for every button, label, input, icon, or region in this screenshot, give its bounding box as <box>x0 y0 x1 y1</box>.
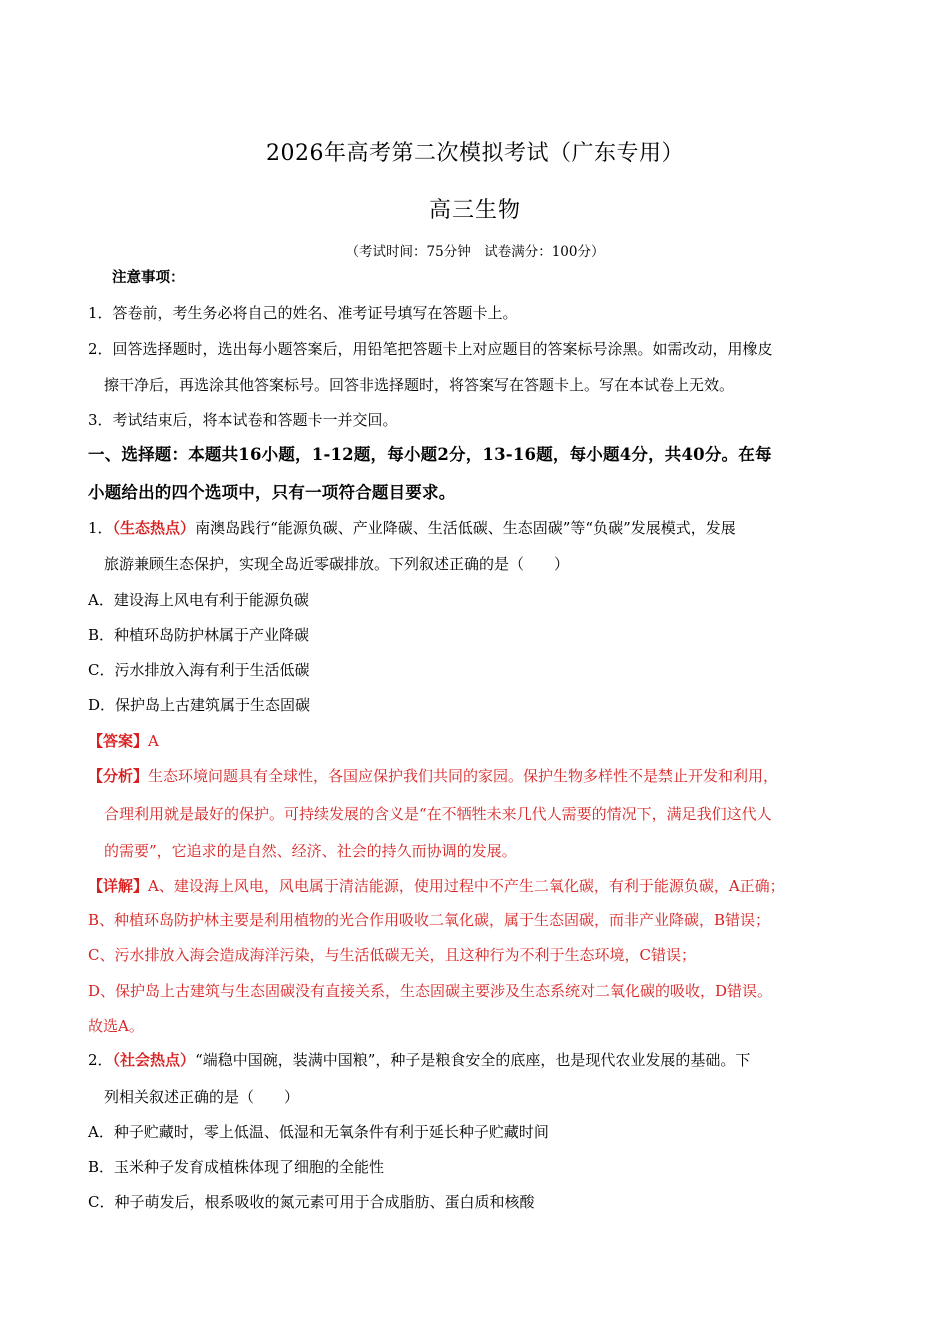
question-2-option-b: B．玉米种子发育成植株体现了细胞的全能性 <box>88 1158 385 1176</box>
question-1-conclusion: 故选A。 <box>88 1017 144 1035</box>
question-2-stem <box>88 1050 750 1070</box>
question-1-detail-1 <box>88 876 785 896</box>
analysis-text: 生态环境问题具有全球性，各国应保护我们共同的家园。保护生物多样性不是禁止开发和利用， <box>148 767 779 785</box>
notice-item-2-cont: 擦干净后，再选涂其他答案标号。回答非选择题时，将答案写在答题卡上。写在本试卷上无效。 <box>104 376 735 394</box>
question-number: 1． <box>88 519 113 537</box>
question-1-answer <box>88 731 159 751</box>
notice-item-1: 1．答卷前，考生务必将自己的姓名、准考证号填写在答题卡上。 <box>88 304 518 322</box>
notice-item-2: 2．回答选择题时，选出每小题答案后，用铅笔把答题卡上对应题目的答案标号涂黑。如需改动，用橡皮 <box>88 340 773 358</box>
question-1-option-a: A．建设海上风电有利于能源负碳 <box>88 591 309 609</box>
question-1-detail-2: B、种植环岛防护林主要是利用植物的光合作用吸收二氧化碳，属于生态固碳，而非产业降碳，B错误； <box>88 911 771 929</box>
question-1-analysis-2: 合理利用就是最好的保护。可持续发展的含义是“在不牺牲未来几代人需要的情况下，满足我们这代人 <box>104 805 772 823</box>
section-heading-line-1: 一、选择题：本题共16小题，1-12题，每小题2分，13-16题，每小题4分，共40分。在每 <box>88 445 772 464</box>
question-tag: （生态热点） <box>112 519 196 537</box>
analysis-label: 【分析】 <box>88 767 149 785</box>
question-1-option-d: D．保护岛上古建筑属于生态固碳 <box>88 696 311 714</box>
question-number: 2． <box>88 1051 113 1069</box>
question-1-stem <box>88 518 736 538</box>
section-heading-line-2: 小题给出的四个选项中，只有一项符合题目要求。 <box>88 483 456 502</box>
question-1-option-b: B．种植环岛防护林属于产业降碳 <box>88 626 310 644</box>
detail-text: A、建设海上风电，风电属于清洁能源，使用过程中不产生二氧化碳，有利于能源负碳，A正确； <box>148 877 785 895</box>
question-stem-text: “端稳中国碗，装满中国粮”，种子是粮食安全的底座，也是现代农业发展的基础。下 <box>195 1051 751 1069</box>
question-1-analysis-1 <box>88 766 778 786</box>
answer-label: 【答案】 <box>88 732 149 750</box>
question-1-analysis-3: 的需要”，它追求的是自然、经济、社会的持久而协调的发展。 <box>104 842 517 860</box>
exam-subject: 高三生物 <box>428 198 521 223</box>
detail-label: 【详解】 <box>88 877 149 895</box>
exam-info: （考试时间：75分钟 试卷满分：100分） <box>345 244 605 260</box>
question-2-option-c: C．种子萌发后，根系吸收的氮元素可用于合成脂肪、蛋白质和核酸 <box>88 1193 535 1211</box>
question-tag: （社会热点） <box>112 1051 196 1069</box>
question-1-detail-3: C、污水排放入海会造成海洋污染，与生活低碳无关，且这种行为不利于生态环境，C错误； <box>88 946 696 964</box>
notice-heading: 注意事项： <box>112 269 185 286</box>
notice-item-3: 3．考试结束后，将本试卷和答题卡一并交回。 <box>88 411 398 429</box>
question-stem-text: 南澳岛践行“能源负碳、产业降碳、生活低碳、生态固碳”等“负碳”发展模式，发展 <box>195 519 736 537</box>
question-1-detail-4: D、保护岛上古建筑与生态固碳没有直接关系，生态固碳主要涉及生态系统对二氧化碳的吸收，D错误。 <box>88 982 773 1000</box>
question-2-stem-cont: 列相关叙述正确的是（ ） <box>104 1088 300 1106</box>
question-1-option-c: C．污水排放入海有利于生活低碳 <box>88 661 310 679</box>
answer-value: A <box>148 732 159 750</box>
exam-title: 2026年高考第二次模拟考试（广东专用） <box>266 141 684 166</box>
question-2-option-a: A．种子贮藏时，零上低温、低湿和无氧条件有利于延长种子贮藏时间 <box>88 1123 549 1141</box>
question-1-stem-cont: 旅游兼顾生态保护，实现全岛近零碳排放。下列叙述正确的是（ ） <box>104 555 570 573</box>
